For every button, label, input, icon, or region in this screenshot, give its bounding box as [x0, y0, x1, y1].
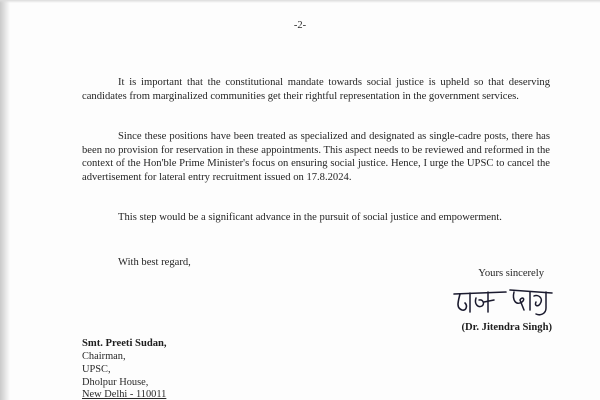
addressee-building: Dholpur House,: [82, 377, 149, 388]
paragraph-empowerment: [82, 211, 550, 225]
addressee-org: UPSC,: [82, 364, 111, 375]
page-number: -2-: [293, 20, 307, 31]
closing-sincerely: Yours sincerely: [478, 268, 544, 279]
top-shadow: [0, 0, 600, 3]
addressee-title: Chairman,: [82, 351, 126, 362]
signer-name: (Dr. Jitendra Singh): [461, 322, 552, 333]
handwritten-signature: [448, 284, 558, 324]
addressee-city: New Delhi - 110011: [82, 389, 167, 400]
paragraph-reservation: [82, 130, 550, 184]
paragraph-3-text: This step would be a significant advance in the pursuit of social justice and empowerment.: [118, 212, 502, 223]
addressee-name: Smt. Preeti Sudan,: [82, 338, 167, 349]
paragraph-1-text: It is important that the constitutional mandate towards social justice is upheld so that deserving candidates from marginalized communities get their rightful representation in the government services.: [82, 77, 550, 102]
closing-regard: With best regard,: [118, 257, 191, 268]
paragraph-2-text: Since these positions have been treated as specialized and designated as single-cadre posts, there has been no provision for reservation in these appointments. This aspect needs to be reviewed and reformed in the context of the Hon'ble Prime Minister's focus on ensuring social justice. Hence, I urge the UPSC to cancel the advertisement for lateral entry recruitment issued on 17.8.2024.: [82, 131, 550, 183]
binding-shadow: [0, 0, 10, 400]
paragraph-social-justice: [82, 76, 550, 103]
